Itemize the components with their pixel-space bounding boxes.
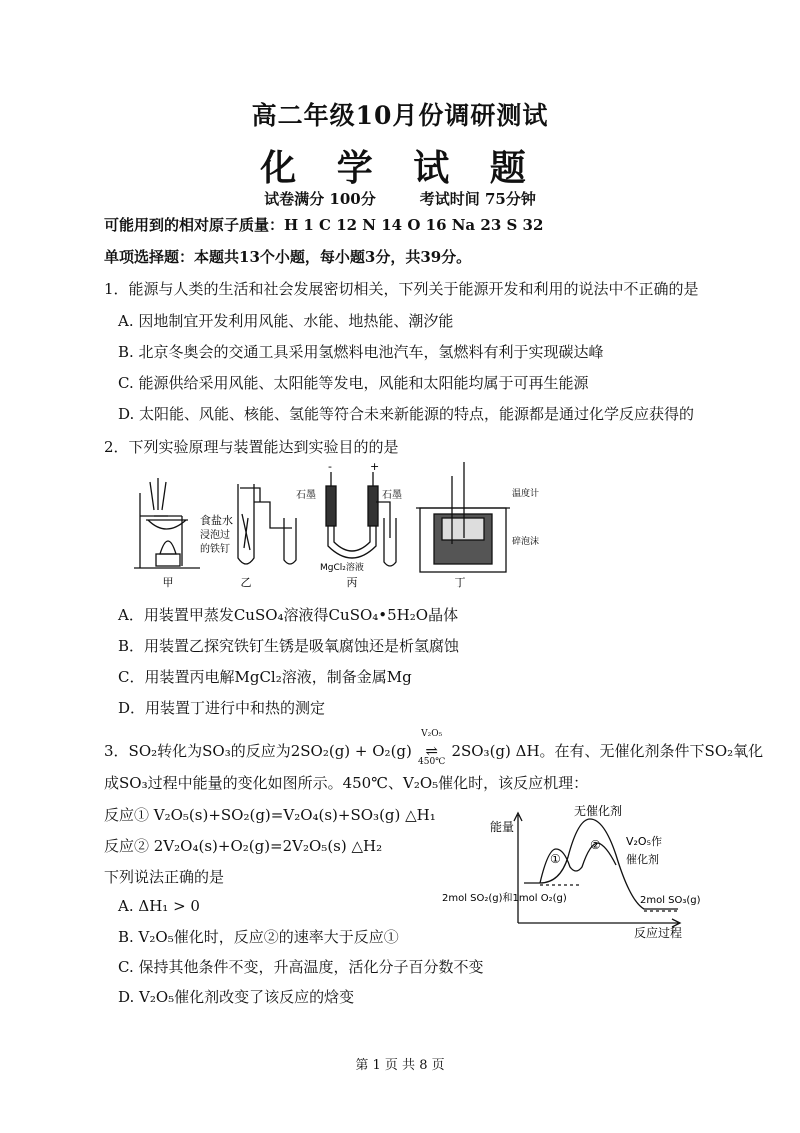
apparatus-yi xyxy=(238,484,296,564)
exam-meta xyxy=(0,188,800,209)
q2-option-c: C．用装置丙电解MgCl₂溶液，制备金属Mg xyxy=(118,668,412,686)
diagram-no-catalyst-label: 无催化剂 xyxy=(574,805,623,818)
q3-stem-part-a: 3．SO₂转化为SO₃的反应为2SO₂(g) + O₂(g) xyxy=(104,742,412,760)
page-footer: 第 1 页 共 8 页 xyxy=(355,1058,445,1073)
atomic-masses: 可能用到的相对原子质量：H 1 C 12 N 14 O 16 Na 23 S 32 xyxy=(104,216,544,234)
q1-option-a: A. 因地制宜开发利用风能、水能、地热能、潮汐能 xyxy=(118,312,454,330)
q2-option-a: A．用装置甲蒸发CuSO₄溶液得CuSO₄•5H₂O晶体 xyxy=(118,606,459,624)
diagram-y-axis-label: 能量 xyxy=(490,820,515,834)
q2-stem: 2．下列实验原理与装置能达到实验目的的是 xyxy=(104,438,399,456)
label-thermometer: 温度计 xyxy=(512,489,540,499)
q3-option-a: A. ΔH₁ > 0 xyxy=(118,897,200,915)
energy-diagram xyxy=(440,805,720,940)
q3-stem-line2: 成SO₃过程中能量的变化如图所示。450℃、V₂O₅催化时，该反应机理： xyxy=(104,774,589,792)
apparatus-bing xyxy=(326,472,396,566)
label-plus: + xyxy=(370,460,380,473)
q3-reaction-1: 反应① V₂O₅(s)+SO₂(g)=V₂O₄(s)+SO₃(g) △H₁ xyxy=(104,806,436,824)
q2-option-d: D．用装置丁进行中和热的测定 xyxy=(118,699,326,717)
q3-option-b: B. V₂O₅催化时，反应②的速率大于反应① xyxy=(118,928,399,946)
q1-option-b: B. 北京冬奥会的交通工具采用氢燃料电池汽车，氢燃料有利于实现碳达峰 xyxy=(118,343,604,361)
exam-time: 考试时间 75分钟 xyxy=(419,190,536,208)
label-minus: - xyxy=(328,460,332,473)
diagram-x-axis-label: 反应过程 xyxy=(634,926,683,940)
diagram-reactants: 2mol SO₂(g)和1mol O₂(g) xyxy=(442,893,567,904)
subject-title: 化 学 试 题 xyxy=(260,147,540,189)
section-heading: 单项选择题：本题共13个小题，每小题3分，共39分。 xyxy=(104,248,472,266)
q3-reaction-2: 反应② 2V₂O₄(s)+O₂(g)=2V₂O₅(s) △H₂ xyxy=(104,837,383,855)
label-bing: 丙 xyxy=(346,576,358,589)
diagram-step-2: ② xyxy=(590,838,601,852)
label-yi: 乙 xyxy=(240,576,252,589)
diagram-catalyst-label-1: V₂O₅作 xyxy=(626,835,663,848)
label-graphite-left: 石墨 xyxy=(296,490,316,501)
diagram-catalyst-label-2: 催化剂 xyxy=(626,853,659,866)
arrow-symbol: ⇌ xyxy=(425,742,438,760)
apparatus-ding xyxy=(416,462,510,572)
diagram-step-1: ① xyxy=(550,852,561,866)
q1-option-c: C. 能源供给采用风能、太阳能等发电，风能和太阳能均属于可再生能源 xyxy=(118,374,589,392)
label-nail: 的铁钉 xyxy=(200,544,230,555)
q3-stem-line1 xyxy=(104,729,764,767)
q3-equilibrium-arrow xyxy=(417,729,447,767)
label-jia: 甲 xyxy=(162,576,174,589)
label-salt-water: 食盐水 xyxy=(200,514,233,527)
exam-title: 高二年级10月份调研测试 xyxy=(251,101,549,130)
q1-stem: 1．能源与人类的生活和社会发展密切相关，下列关于能源开发和利用的说法中不正确的是 xyxy=(104,280,699,298)
q1-option-d: D. 太阳能、风能、核能、氢能等符合未来新能源的特点，能源都是通过化学反应获得的 xyxy=(118,405,695,423)
apparatus-jia xyxy=(134,478,200,568)
catalyst-top: V₂O₅ xyxy=(421,729,443,739)
q3-question: 下列说法正确的是 xyxy=(104,868,225,886)
label-ding: 丁 xyxy=(454,576,466,589)
label-soaked: 浸泡过 xyxy=(200,530,230,541)
label-graphite-right: 石墨 xyxy=(382,490,402,501)
q3-option-d: D. V₂O₅催化剂改变了该反应的焓变 xyxy=(118,988,355,1006)
label-foam: 碎泡沫 xyxy=(512,537,540,547)
label-mgcl2-solution: MgCl₂溶液 xyxy=(320,563,364,573)
full-score: 试卷满分 100分 xyxy=(264,190,376,208)
q2-option-b: B．用装置乙探究铁钉生锈是吸氧腐蚀还是析氢腐蚀 xyxy=(118,637,460,655)
q3-option-c: C. 保持其他条件不变，升高温度，活化分子百分数不变 xyxy=(118,958,484,976)
catalyst-bottom: 450℃ xyxy=(418,757,446,767)
diagram-products: 2mol SO₃(g) xyxy=(640,895,701,906)
q3-stem-part-b: 2SO₃(g) ΔH。在有、无催化剂条件下SO₂氧化 xyxy=(451,742,764,760)
apparatus-figure xyxy=(120,458,560,593)
